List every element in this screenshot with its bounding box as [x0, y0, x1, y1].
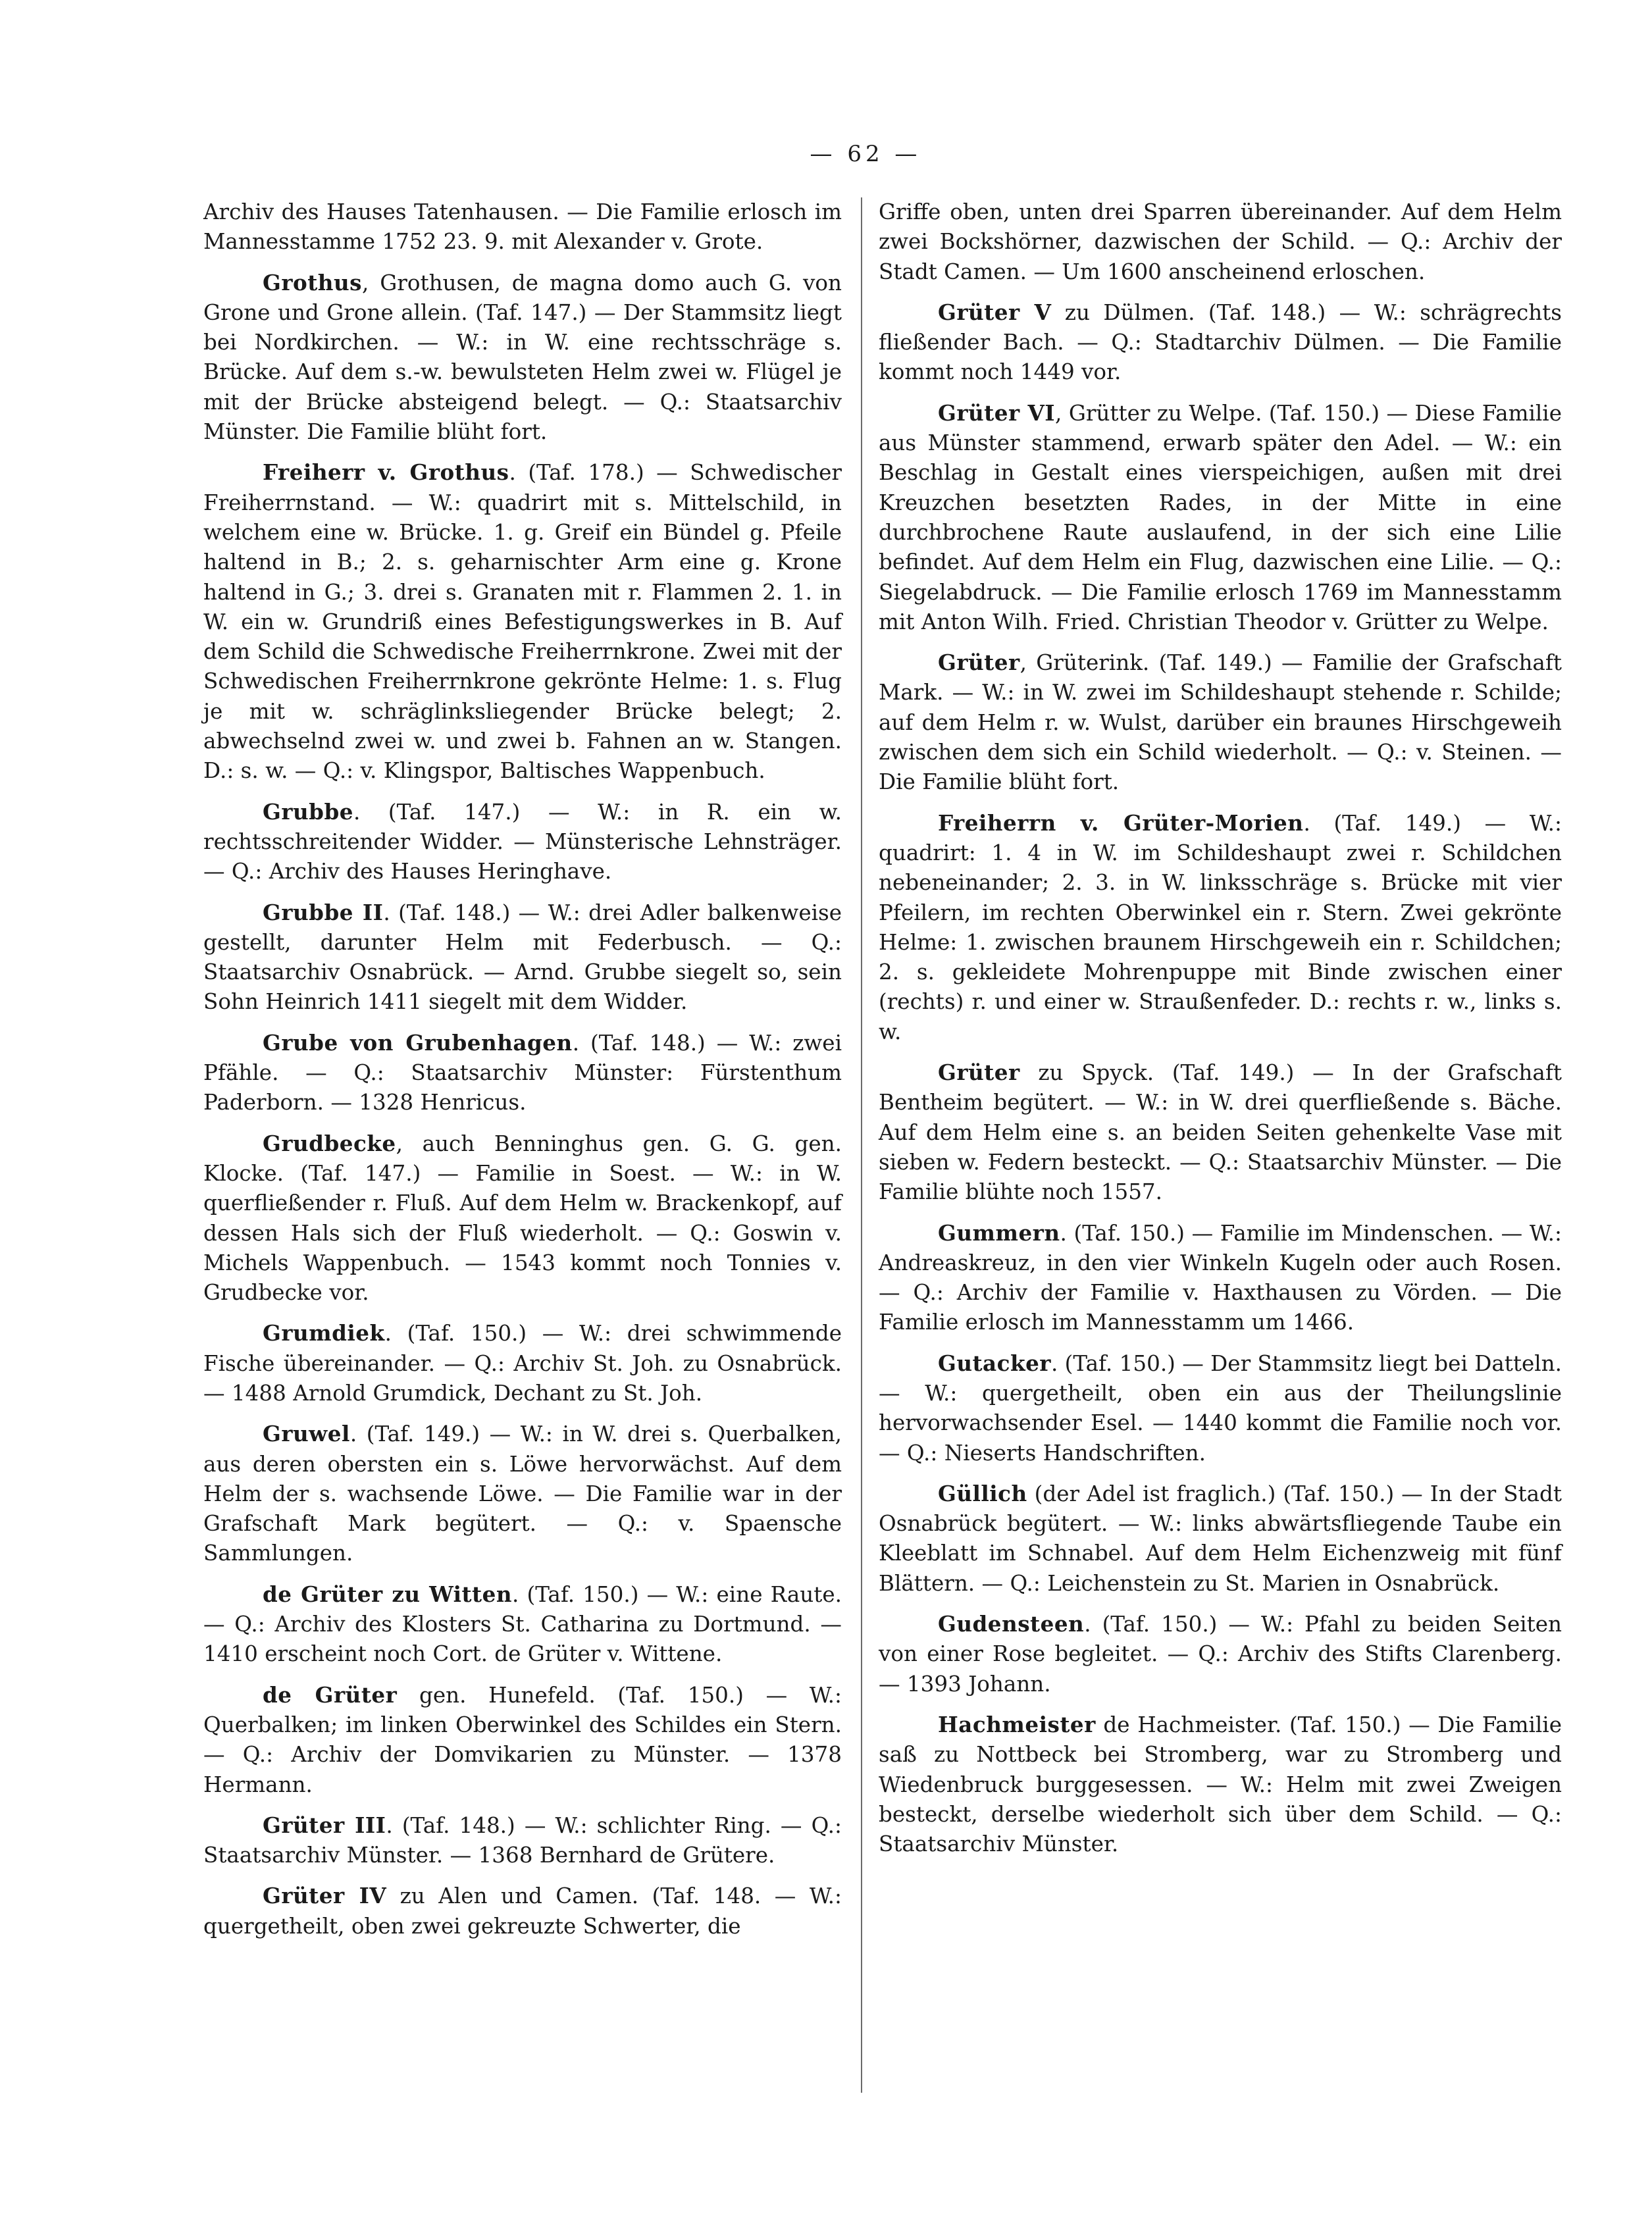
entry-heading: Grüter — [938, 650, 1020, 676]
entry — [203, 1129, 842, 1308]
entry-text: . (Taf. 150.) — Familie im Mindenschen. — W.: Andreaskreuz, in den vier Winkeln Kugeln oder auch Rosen. — Q.: Archiv der Familie v. Haxthausen zu Vörden. — Die Familie erlosch im Mannesstamm um 1466. — [879, 1220, 1562, 1335]
entry-text: Griffe oben, unten drei Sparren übereinander. Auf dem Helm zwei Bockshörner, dazwischen der Schild. — Q.: Archiv der Stadt Camen. — Um 1600 anscheinend erloschen. — [879, 199, 1562, 284]
entry-heading: Freiherrn v. Grüter-Morien — [938, 809, 1304, 836]
entry-text: . (Taf. 148.) — W.: schlichter Ring. — Q.: Staatsarchiv Münster. — 1368 Bernhard de Grütere. — [203, 1812, 842, 1868]
entry-heading: Grüter V — [938, 299, 1052, 325]
entry — [203, 1881, 842, 1941]
entry — [879, 1058, 1562, 1207]
entry-heading: de Grüter — [263, 1681, 398, 1708]
entry-text: , Grütter zu Welpe. (Taf. 150.) — Diese Familie aus Münster stammend, erwarb später den Adel. — W.: ein Beschlag in Gestalt eines vierspeichigen, außen mit drei Kreuzchen besetzten Rades, in der Mitte in eine durchbrochene Raute auslaufend, in der sich eine Lilie befindet. Auf dem Helm ein Flug, dazwischen eine Lilie. — Q.: Siegelabdruck. — Die Familie erlosch 1769 im Mannesstamm mit Anton Wilh. Fried. Christian Theodor v. Grütter zu Welpe. — [879, 400, 1562, 634]
entry-heading: Grüter III — [263, 1812, 386, 1838]
entry-text: zu Dülmen. (Taf. 148.) — W.: schrägrechts fließender Bach. — Q.: Stadtarchiv Dülmen. — Die Familie kommt noch 1449 vor. — [879, 299, 1562, 385]
entry-text: . (Taf. 147.) — W.: in R. ein w. rechtsschreitender Widder. — Münsterische Lehnsträger. — Q.: Archiv des Hauses Heringhave. — [203, 799, 842, 884]
entry-text: . (Taf. 148.) — W.: drei Adler balkenweise gestellt, darunter Helm mit Federbusch. — Q.: Staatsarchiv Osnabrück. — Arnd. Grubbe siegelt so, sein Sohn Heinrich 1411 siegelt mit dem Widder. — [203, 900, 842, 1015]
entry — [879, 1710, 1562, 1859]
entry — [879, 808, 1562, 1047]
entry — [203, 1810, 842, 1871]
entry — [879, 297, 1562, 388]
entry — [203, 1419, 842, 1568]
entry-heading: Grüter VI — [938, 399, 1056, 426]
entry-heading: Grüter IV — [263, 1883, 387, 1909]
entry — [203, 457, 842, 786]
entry — [203, 197, 842, 257]
entry-heading: Grudbecke — [263, 1130, 396, 1156]
entry — [203, 797, 842, 887]
entry — [879, 398, 1562, 637]
entry-text: . (Taf. 149.) — W.: quadrirt: 1. 4 in W. im Schildeshaupt zwei r. Schildchen nebeneinander; 2. 3. in W. linksschräge s. Brücke mit vier Pfeilern, im rechten Oberwinkel ein r. Stern. Zwei gekrönte Helme: 1. zwischen braunem Hirschgeweih ein r. Schildchen; 2. s. gekleidete Mohrenpuppe mit Binde zwischen einer (rechts) r. und einer w. Straußenfeder. D.: rechts r. w., links s. w. — [879, 810, 1562, 1044]
entry-heading: Grubbe II — [263, 899, 384, 925]
entry — [203, 1680, 842, 1800]
entry-heading: de Grüter zu Witten — [263, 1581, 513, 1607]
entry — [203, 268, 842, 448]
entry-heading: Grüter — [938, 1060, 1020, 1086]
page-number: — 62 — — [810, 141, 921, 167]
entry-heading: Hachmeister — [938, 1711, 1096, 1737]
entry-text: zu Alen und Camen. (Taf. 148. — W.: quergetheilt, oben zwei gekreuzte Schwerter, die — [203, 1883, 842, 1939]
entry-text: , Grothusen, de magna domo auch G. von Grone und Grone allein. (Taf. 147.) — Der Stammsitz liegt bei Nordkirchen. — W.: in W. eine rechtsschräge s. Brücke. Auf dem s.-w. bewulsteten Helm zwei w. Flügel je mit der Brücke absteigend belegt. — Q.: Staatsarchiv Münster. Die Familie blüht fort. — [203, 270, 842, 445]
entry-text: . (Taf. 150.) — Der Stammsitz liegt bei Datteln. — W.: quergetheilt, oben ein aus der Theilungslinie hervorwachsender Esel. — 1440 kommt die Familie noch vor. — Q.: Nieserts Handschriften. — [879, 1350, 1562, 1466]
entry-text: . (Taf. 150.) — W.: drei schwimmende Fische übereinander. — Q.: Archiv St. Joh. zu Osnabrück. — 1488 Arnold Grumdick, Dechant zu St. Joh. — [203, 1321, 842, 1406]
entry — [879, 197, 1562, 287]
right-column — [879, 197, 1562, 1870]
entry-text: , auch Benninghus gen. G. G. gen. Klocke. (Taf. 147.) — Familie in Soest. — W.: in W. querfließender r. Fluß. Auf dem Helm w. Brackenkopf, auf dessen Hals sich der Fluß wiederholt. — Q.: Goswin v. Michels Wappenbuch. — 1543 kommt noch Tonnies v. Grudbecke vor. — [203, 1131, 842, 1306]
entry-text: , Grüterink. (Taf. 149.) — Familie der Grafschaft Mark. — W.: in W. zwei im Schildeshaupt stehende r. Schilde; auf dem Helm r. w. Wulst, darüber ein braunes Hirschgeweih zwischen dem sich ein Schild wiederholt. — Q.: v. Steinen. — Die Familie blüht fort. — [879, 650, 1562, 795]
entry-heading: Gummern — [938, 1219, 1060, 1246]
entry — [879, 648, 1562, 797]
entry-text: . (Taf. 148.) — W.: zwei Pfähle. — Q.: Staatsarchiv Münster: Fürstenthum Paderborn. — 1328 Henricus. — [203, 1030, 842, 1115]
entry — [879, 1479, 1562, 1598]
entry — [203, 1318, 842, 1408]
entry-text: . (Taf. 178.) — Schwedischer Freiherrnstand. — W.: quadrirt mit s. Mittelschild, in welchem eine w. Brücke. 1. g. Greif ein Bündel g. Pfeile haltend in B.; 2. s. geharnischter Arm eine g. Krone haltend in G.; 3. drei s. Granaten mit r. Flammen 2. 1. in W. ein w. Grundriß eines Befestigungswerkes in B. Auf dem Schild die Schwedische Freiherrnkrone. Zwei mit der Schwedischen Freiherrnkrone gekrönte Helme: 1. s. Flug je mit w. schräglinksliegender Brücke belegt; 2. abwechselnd zwei w. und zwei b. Fahnen an w. Stangen. D.: s. w. — Q.: v. Klingspor, Baltisches Wappenbuch. — [203, 460, 842, 784]
column-divider — [861, 197, 862, 2093]
entry-heading: Grube von Grubenhagen — [263, 1029, 573, 1056]
entry-text: de Hachmeister. (Taf. 150.) — Die Familie saß zu Nottbeck bei Stromberg, war zu Stromberg und Wiedenbruck burggesessen. — W.: Helm mit zwei Zweigen besteckt, derselbe wiederholt sich über dem Schild. — Q.: Staatsarchiv Münster. — [879, 1712, 1562, 1857]
entry — [879, 1348, 1562, 1468]
entry-text: . (Taf. 149.) — W.: in W. drei s. Querbalken, aus deren obersten ein s. Löwe hervorwächst. Auf dem Helm der s. wachsende Löwe. — Die Familie war in der Grafschaft Mark begütert. — Q.: v. Spaensche Sammlungen. — [203, 1421, 842, 1566]
entry-heading: Grumdiek — [263, 1320, 385, 1346]
entry-text: . (Taf. 150.) — W.: eine Raute. — Q.: Archiv des Klosters St. Catharina zu Dortmund. — 1410 erscheint noch Cort. de Grüter v. Wittene. — [203, 1581, 842, 1667]
entry-heading: Grubbe — [263, 798, 353, 825]
entry-heading: Gutacker — [938, 1350, 1051, 1376]
entry — [203, 1028, 842, 1118]
entry-heading: Güllich — [938, 1480, 1027, 1506]
entry-text: (der Adel ist fraglich.) (Taf. 150.) — In der Stadt Osnabrück begütert. — W.: links abwärtsfliegende Taube ein Kleeblatt im Schnabel. Auf dem Helm Eichenzweig mit fünf Blättern. — Q.: Leichenstein zu St. Marien in Osnabrück. — [879, 1481, 1562, 1596]
entry-heading: Gruwel — [263, 1421, 350, 1447]
entry-text: . (Taf. 150.) — W.: Pfahl zu beiden Seiten von einer Rose begleitet. — Q.: Archiv des Stifts Clarenberg. — 1393 Johann. — [879, 1612, 1562, 1697]
entry — [879, 1609, 1562, 1699]
entry-heading: Grothus — [263, 269, 362, 295]
entry — [203, 1579, 842, 1670]
entry-text: Archiv des Hauses Tatenhausen. — Die Familie erlosch im Mannesstamme 1752 23. 9. mit Alexander v. Grote. — [203, 199, 842, 255]
entry-heading: Freiherr v. Grothus — [263, 459, 509, 486]
entry-heading: Gudensteen — [938, 1611, 1085, 1637]
entry — [203, 898, 842, 1017]
entry-text: zu Spyck. (Taf. 149.) — In der Grafschaft Bentheim begütert. — W.: in W. drei querfließende s. Bäche. Auf dem Helm eine s. an beiden Seiten gehenkelte Vase mit sieben w. Federn besteckt. — Q.: Staatsarchiv Münster. — Die Familie blühte noch 1557. — [879, 1060, 1562, 1205]
left-column — [203, 197, 842, 1952]
entry — [879, 1218, 1562, 1338]
entry-text: gen. Hunefeld. (Taf. 150.) — W.: Querbalken; im linken Oberwinkel des Schildes ein Stern. — Q.: Archiv der Domvikarien zu Münster. — 1378 Hermann. — [203, 1682, 842, 1797]
